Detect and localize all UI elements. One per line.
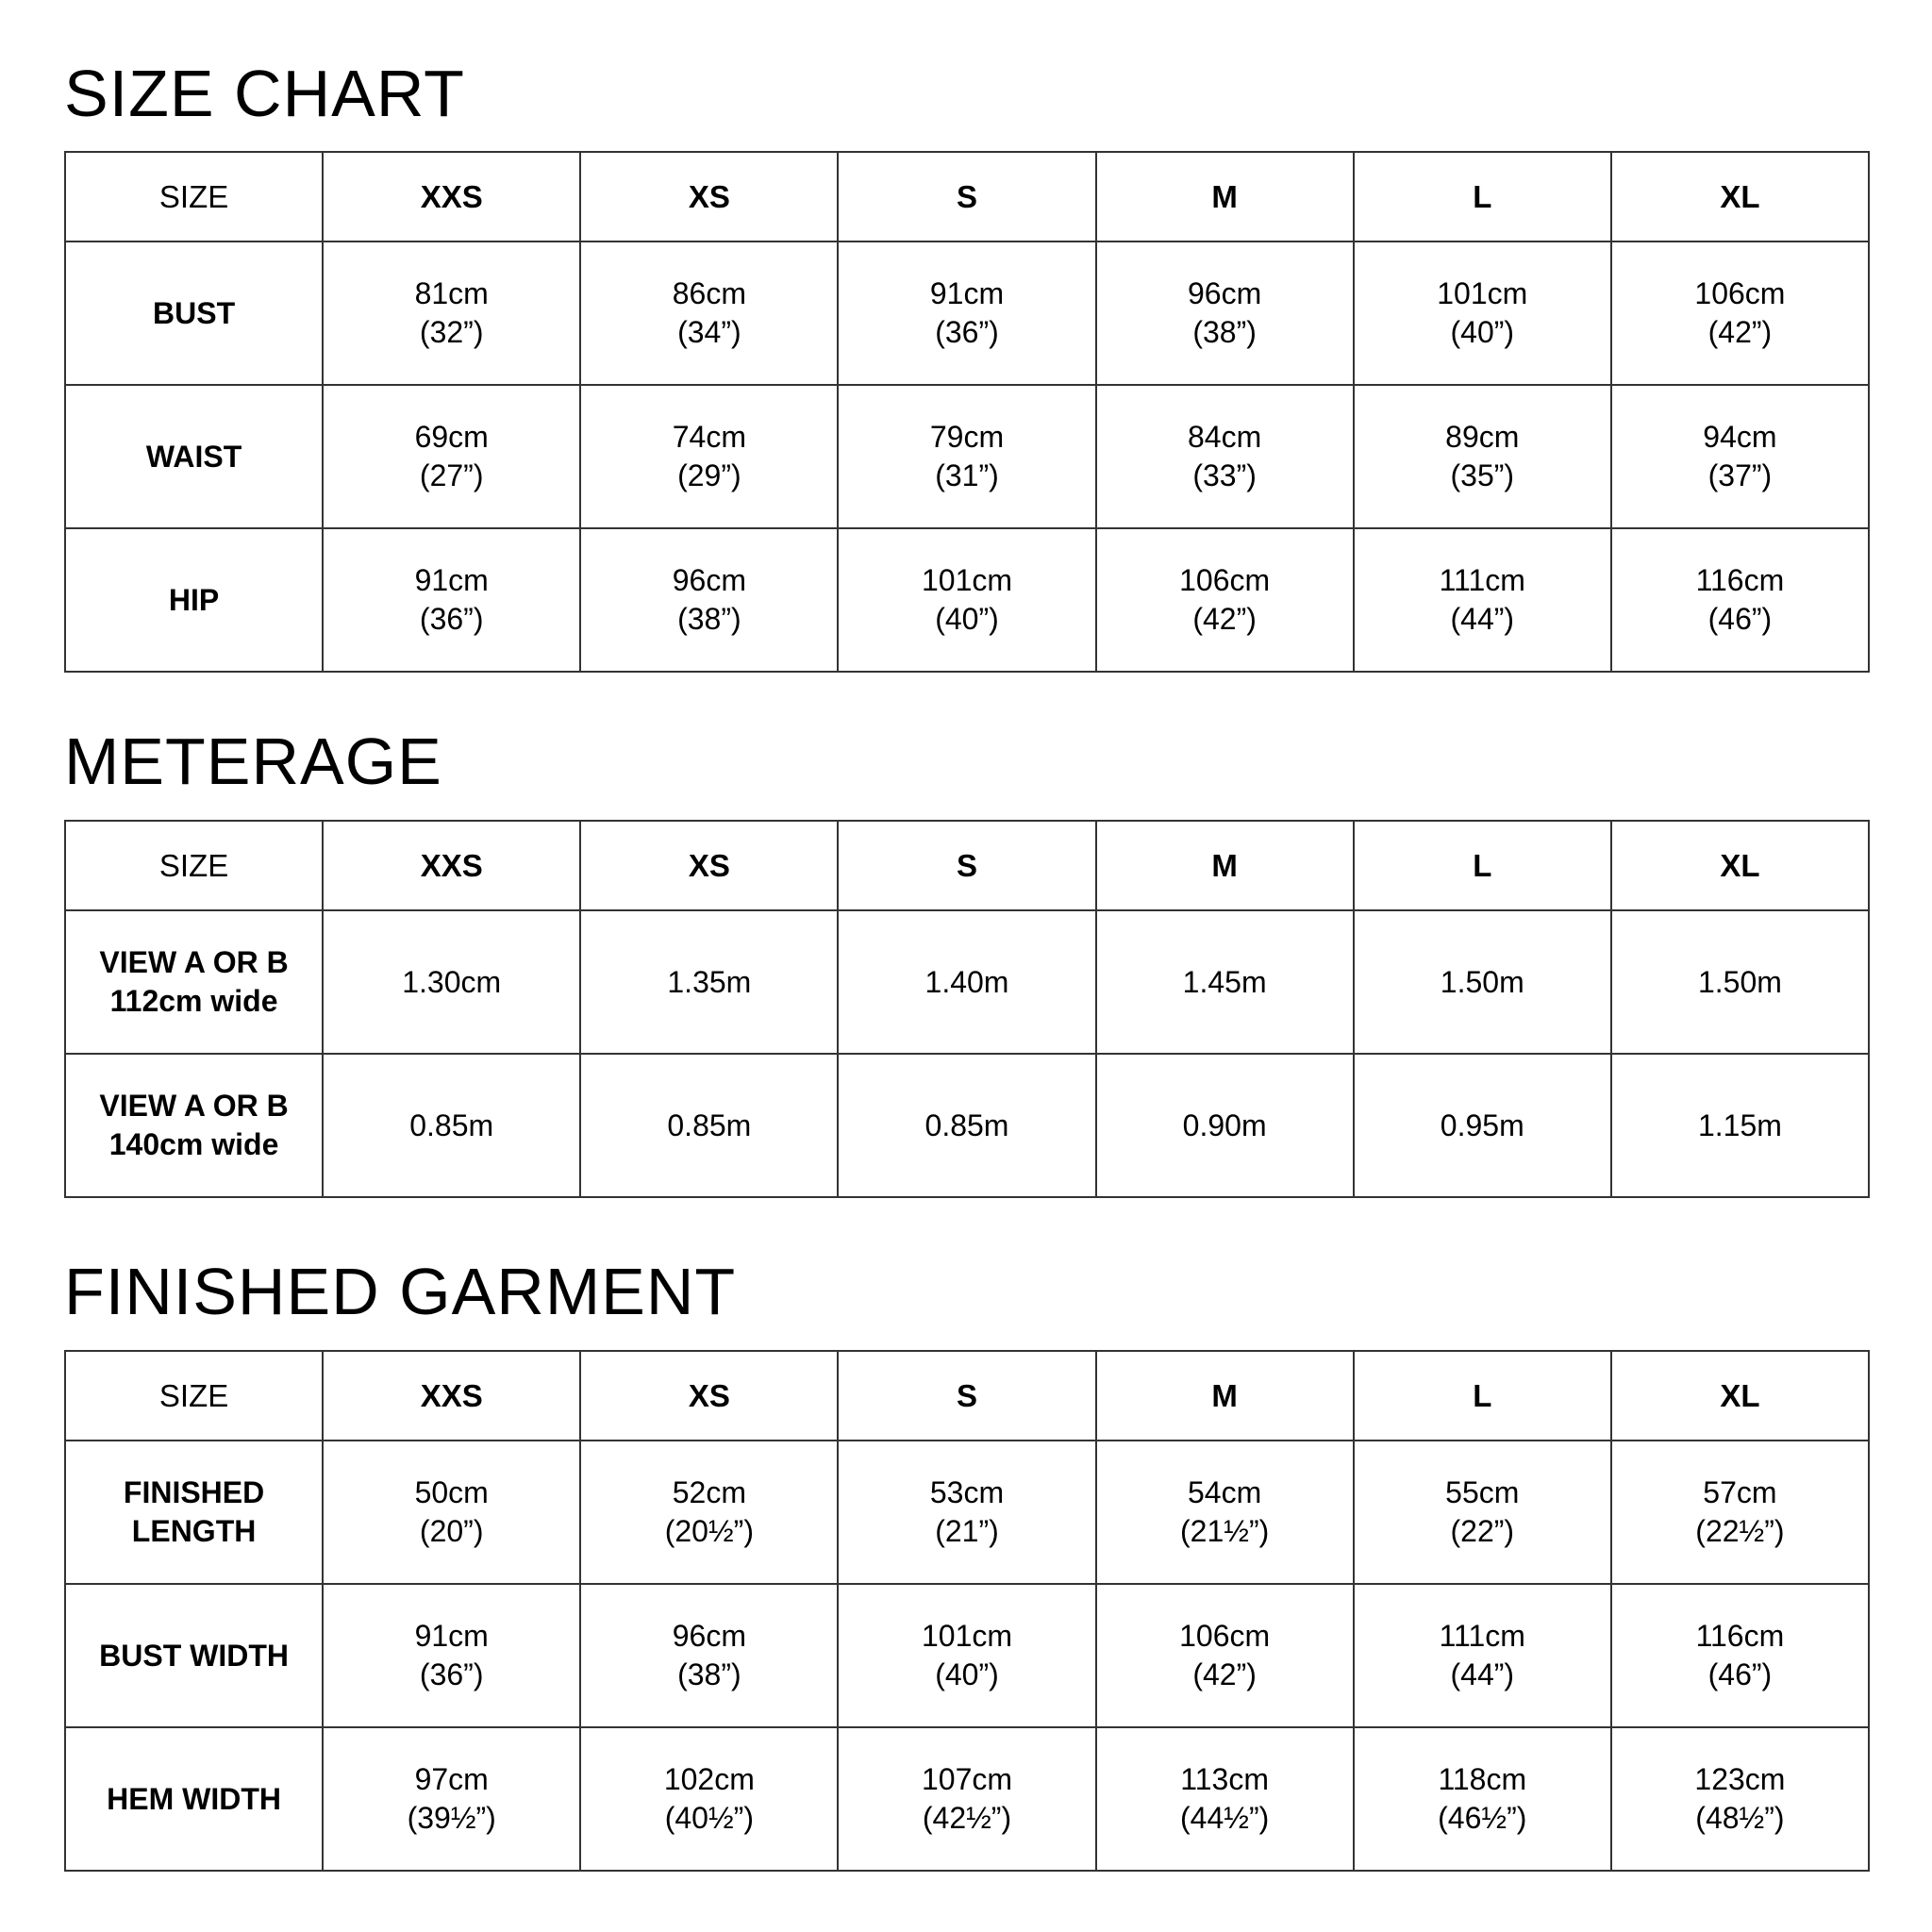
imperial-value: (33”) [1192, 458, 1257, 492]
measurement-cell [580, 910, 838, 1054]
row-label [65, 242, 323, 385]
measurement-cell [838, 1054, 1095, 1197]
metric-value: 89cm [1445, 420, 1520, 454]
imperial-value: (40½”) [664, 1801, 754, 1835]
imperial-value: (38”) [677, 602, 741, 636]
imperial-value: (39½”) [407, 1801, 496, 1835]
measurement-cell [1096, 1584, 1354, 1727]
measurement-cell [323, 528, 580, 672]
imperial-value: (46½”) [1438, 1801, 1527, 1835]
imperial-value: (40”) [935, 1657, 999, 1691]
measurement-cell [1611, 242, 1869, 385]
row-label [65, 528, 323, 672]
metric-value: 57cm [1703, 1475, 1777, 1509]
size-column-header: XL [1611, 821, 1869, 910]
metric-value: 0.90m [1182, 1108, 1267, 1142]
measurement-cell [580, 1727, 838, 1871]
table-row [65, 528, 1869, 672]
metric-value: 0.85m [409, 1108, 494, 1142]
metric-value: 53cm [929, 1475, 1005, 1509]
imperial-value: (20½”) [664, 1514, 754, 1548]
metric-value: 86cm [672, 276, 746, 310]
row-label-line: VIEW A OR B [99, 945, 289, 979]
imperial-value: (20”) [419, 1514, 484, 1548]
measurement-cell [1354, 385, 1611, 528]
size-chart-table [64, 151, 1870, 673]
size-column-header: S [838, 1351, 1095, 1441]
measurement-cell [1611, 1054, 1869, 1197]
imperial-value: (22½”) [1695, 1514, 1785, 1548]
imperial-value: (42”) [1192, 1657, 1257, 1691]
imperial-value: (42”) [1192, 602, 1257, 636]
measurement-cell [323, 1584, 580, 1727]
measurement-cell [323, 910, 580, 1054]
metric-value: 69cm [414, 420, 489, 454]
finished-garment-title: FINISHED GARMENT [64, 1255, 737, 1328]
imperial-value: (32”) [419, 315, 484, 349]
metric-value: 1.40m [924, 964, 1009, 999]
measurement-cell [580, 1054, 838, 1197]
meterage-title: METERAGE [64, 724, 442, 798]
measurement-cell [1096, 385, 1354, 528]
metric-value: 107cm [921, 1762, 1013, 1796]
imperial-value: (29”) [677, 458, 741, 492]
imperial-value: (37”) [1707, 458, 1773, 492]
metric-value: 0.85m [667, 1108, 752, 1142]
metric-value: 111cm [1439, 1619, 1525, 1653]
measurement-cell [1096, 528, 1354, 672]
imperial-value: (44”) [1450, 1657, 1515, 1691]
imperial-value: (42½”) [922, 1801, 1012, 1835]
size-column-header: M [1096, 821, 1354, 910]
measurement-cell [1611, 1727, 1869, 1871]
measurement-cell [838, 385, 1095, 528]
measurement-cell [838, 1727, 1095, 1871]
size-column-header: XXS [323, 152, 580, 242]
metric-value: 102cm [663, 1762, 755, 1796]
imperial-value: (35”) [1450, 458, 1515, 492]
table-row [65, 242, 1869, 385]
size-header-label: SIZE [65, 821, 323, 910]
metric-value: 54cm [1188, 1475, 1262, 1509]
table-row [65, 1584, 1869, 1727]
metric-value: 1.15m [1697, 1108, 1782, 1142]
row-label [65, 1727, 323, 1871]
metric-value: 55cm [1445, 1475, 1520, 1509]
measurement-cell [1096, 1054, 1354, 1197]
measurement-cell [1611, 1584, 1869, 1727]
imperial-value: (40”) [935, 602, 999, 636]
imperial-value: (21½”) [1180, 1514, 1270, 1548]
metric-value: 106cm [1179, 563, 1271, 597]
row-label-line: BUST WIDTH [99, 1638, 289, 1673]
measurement-cell [1096, 242, 1354, 385]
size-chart-title: SIZE CHART [64, 57, 465, 130]
measurement-cell [323, 1727, 580, 1871]
metric-value: 91cm [929, 276, 1005, 310]
size-column-header: L [1354, 1351, 1611, 1441]
measurement-cell [1096, 1441, 1354, 1584]
measurement-cell [323, 242, 580, 385]
measurement-cell [323, 385, 580, 528]
measurement-cell [580, 242, 838, 385]
table-header-row [65, 152, 1869, 242]
imperial-value: (44”) [1450, 602, 1515, 636]
metric-value: 1.45m [1182, 964, 1267, 999]
row-label-line: HEM WIDTH [107, 1781, 281, 1816]
metric-value: 101cm [921, 1619, 1013, 1653]
size-column-header: XL [1611, 1351, 1869, 1441]
metric-value: 91cm [414, 563, 489, 597]
metric-value: 111cm [1439, 563, 1525, 597]
meterage-table [64, 820, 1870, 1198]
row-label-line: BUST [153, 295, 236, 330]
imperial-value: (36”) [419, 602, 484, 636]
metric-value: 113cm [1180, 1762, 1269, 1796]
measurement-cell [580, 1584, 838, 1727]
measurement-cell [1354, 1727, 1611, 1871]
metric-value: 96cm [672, 1619, 746, 1653]
metric-value: 1.35m [667, 964, 752, 999]
imperial-value: (40”) [1450, 315, 1515, 349]
imperial-value: (34”) [677, 315, 741, 349]
size-column-header: XS [580, 821, 838, 910]
metric-value: 84cm [1188, 420, 1262, 454]
row-label-line: HIP [168, 582, 220, 617]
measurement-cell [1611, 528, 1869, 672]
row-label [65, 385, 323, 528]
imperial-value: (22”) [1450, 1514, 1515, 1548]
metric-value: 1.30cm [402, 964, 502, 999]
row-label-line: 112cm wide [109, 984, 278, 1018]
table-row [65, 910, 1869, 1054]
metric-value: 52cm [672, 1475, 746, 1509]
measurement-cell [1611, 385, 1869, 528]
table-row [65, 1441, 1869, 1584]
measurement-cell [838, 242, 1095, 385]
size-column-header: L [1354, 152, 1611, 242]
size-column-header: S [838, 152, 1095, 242]
row-label-line: WAIST [145, 439, 242, 474]
table-header-row [65, 1351, 1869, 1441]
measurement-cell [580, 528, 838, 672]
metric-value: 116cm [1695, 563, 1785, 597]
measurement-cell [323, 1441, 580, 1584]
metric-value: 106cm [1179, 1619, 1271, 1653]
imperial-value: (38”) [677, 1657, 741, 1691]
size-column-header: XXS [323, 821, 580, 910]
size-column-header: L [1354, 821, 1611, 910]
row-label-line: LENGTH [131, 1514, 257, 1548]
measurement-cell [1096, 910, 1354, 1054]
measurement-cell [1354, 242, 1611, 385]
size-header-label: SIZE [65, 152, 323, 242]
metric-value: 96cm [1188, 276, 1262, 310]
measurement-cell [1611, 1441, 1869, 1584]
metric-value: 79cm [929, 420, 1005, 454]
size-column-header: M [1096, 1351, 1354, 1441]
imperial-value: (36”) [419, 1657, 484, 1691]
imperial-value: (42”) [1707, 315, 1773, 349]
row-label-line: 140cm wide [108, 1127, 279, 1161]
measurement-cell [1354, 1441, 1611, 1584]
table-row [65, 385, 1869, 528]
size-column-header: XS [580, 152, 838, 242]
metric-value: 123cm [1694, 1762, 1786, 1796]
metric-value: 116cm [1695, 1619, 1785, 1653]
measurement-cell [1611, 910, 1869, 1054]
row-label [65, 1441, 323, 1584]
metric-value: 97cm [414, 1762, 489, 1796]
row-label-line: FINISHED [123, 1475, 265, 1509]
metric-value: 74cm [672, 420, 746, 454]
metric-value: 1.50m [1697, 964, 1782, 999]
metric-value: 50cm [414, 1475, 489, 1509]
size-column-header: S [838, 821, 1095, 910]
imperial-value: (46”) [1707, 1657, 1773, 1691]
size-header-label: SIZE [65, 1351, 323, 1441]
measurement-cell [1354, 1054, 1611, 1197]
metric-value: 101cm [1437, 276, 1528, 310]
metric-value: 94cm [1703, 420, 1777, 454]
finished-garment-table [64, 1350, 1870, 1872]
measurement-cell [580, 1441, 838, 1584]
measurement-cell [838, 528, 1095, 672]
measurement-cell [580, 385, 838, 528]
measurement-cell [1354, 910, 1611, 1054]
metric-value: 106cm [1694, 276, 1786, 310]
measurement-cell [838, 1584, 1095, 1727]
row-label [65, 1584, 323, 1727]
metric-value: 101cm [921, 563, 1013, 597]
metric-value: 118cm [1438, 1762, 1527, 1796]
imperial-value: (44½”) [1180, 1801, 1270, 1835]
table-row [65, 1727, 1869, 1871]
measurement-cell [838, 910, 1095, 1054]
metric-value: 0.95m [1440, 1108, 1524, 1142]
measurement-cell [1354, 1584, 1611, 1727]
table-row [65, 1054, 1869, 1197]
metric-value: 0.85m [924, 1108, 1009, 1142]
table-header-row [65, 821, 1869, 910]
imperial-value: (31”) [935, 458, 999, 492]
imperial-value: (27”) [419, 458, 484, 492]
row-label [65, 910, 323, 1054]
measurement-cell [838, 1441, 1095, 1584]
size-column-header: XL [1611, 152, 1869, 242]
imperial-value: (38”) [1192, 315, 1257, 349]
metric-value: 91cm [414, 1619, 489, 1653]
size-column-header: XS [580, 1351, 838, 1441]
metric-value: 96cm [672, 563, 746, 597]
imperial-value: (21”) [935, 1514, 999, 1548]
row-label-line: VIEW A OR B [99, 1089, 289, 1123]
measurement-cell [323, 1054, 580, 1197]
measurement-cell [1096, 1727, 1354, 1871]
size-column-header: M [1096, 152, 1354, 242]
imperial-value: (36”) [935, 315, 999, 349]
imperial-value: (48½”) [1695, 1801, 1785, 1835]
size-column-header: XXS [323, 1351, 580, 1441]
row-label [65, 1054, 323, 1197]
metric-value: 81cm [414, 276, 489, 310]
imperial-value: (46”) [1707, 602, 1773, 636]
metric-value: 1.50m [1440, 964, 1524, 999]
measurement-cell [1354, 528, 1611, 672]
